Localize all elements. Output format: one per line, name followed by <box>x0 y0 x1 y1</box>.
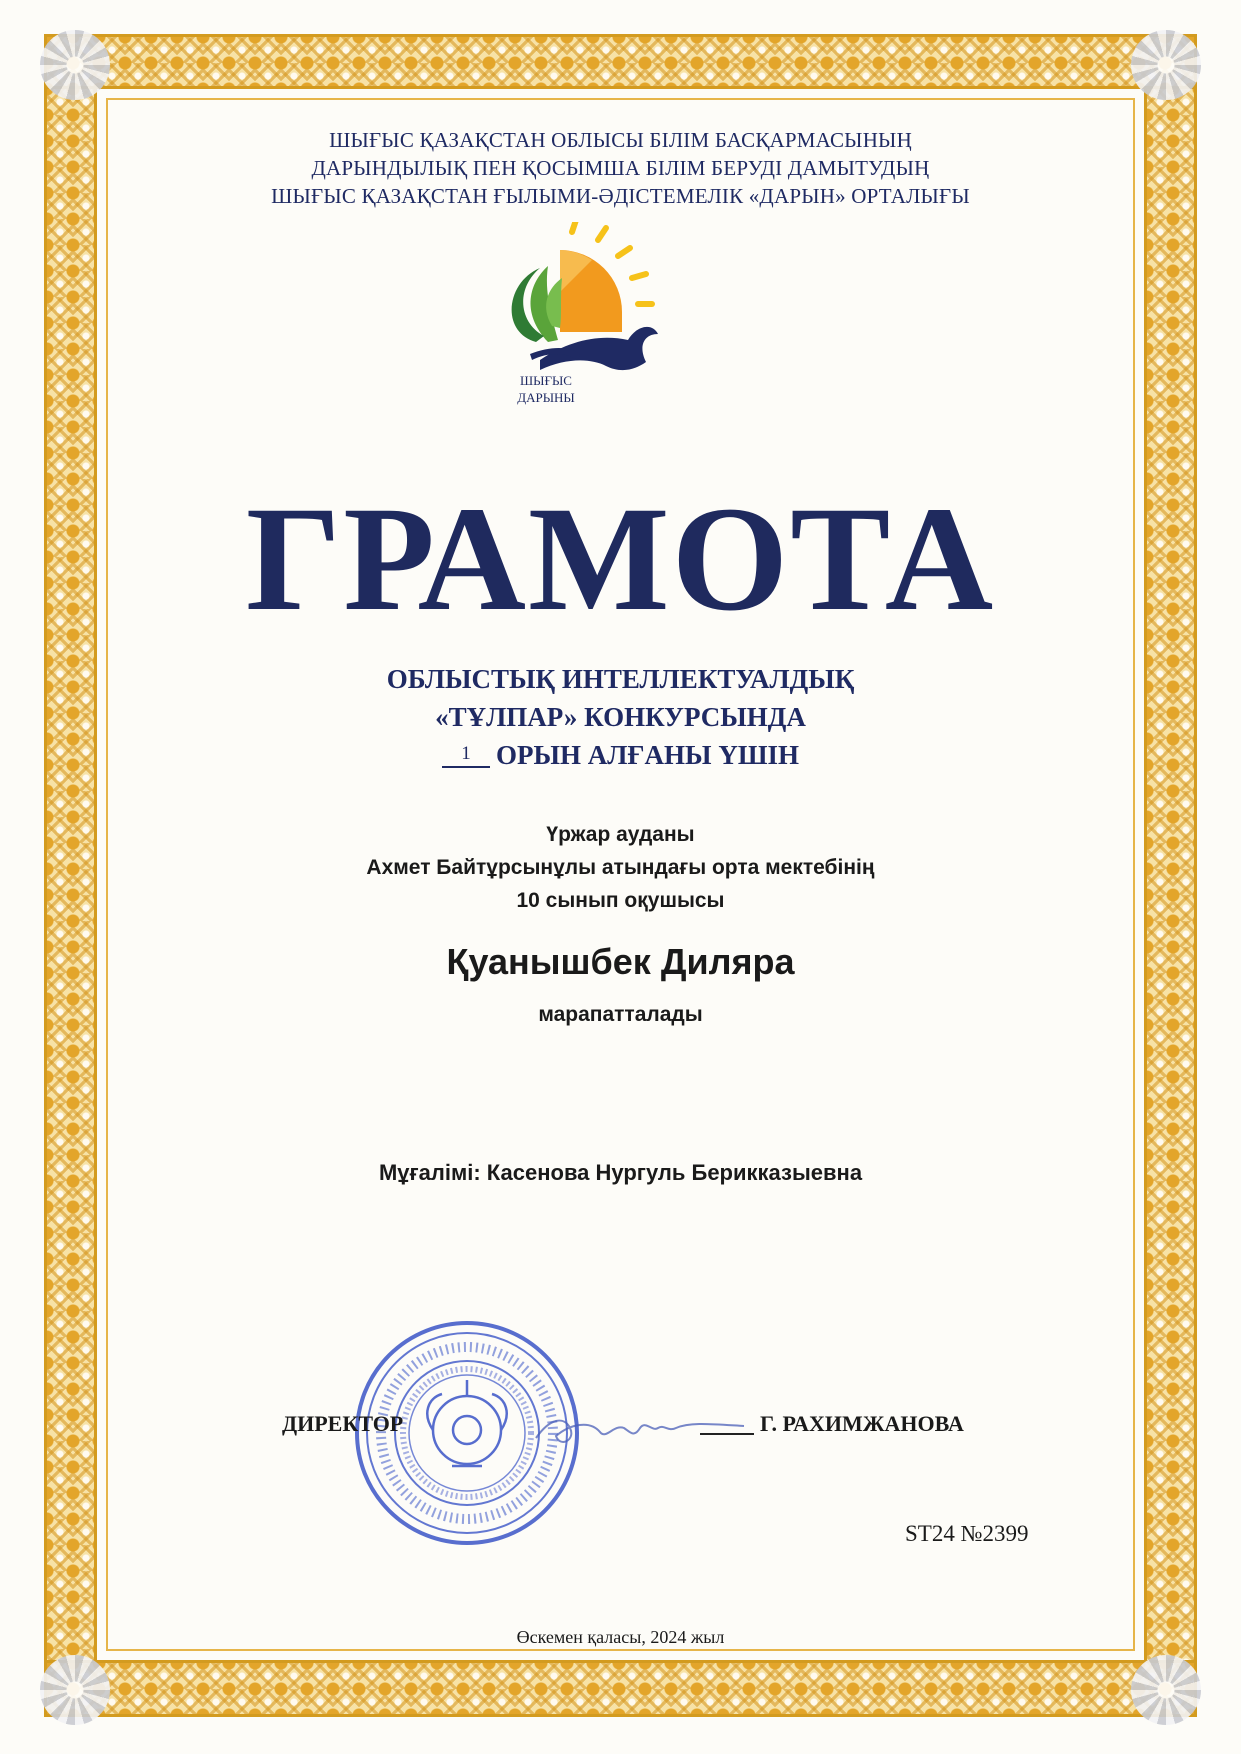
award-text <box>200 660 1041 774</box>
signature-icon <box>530 1398 750 1458</box>
award-line: ОБЛЫСТЫҚ ИНТЕЛЛЕКТУАЛДЫҚ <box>386 664 855 694</box>
corner-ornament-icon <box>40 1655 110 1725</box>
teacher-line: Мұғалімі: Касенова Нургуль Берикказыевна <box>378 1160 863 1185</box>
certificate-title: ГРАМОТА <box>245 476 996 642</box>
grade-text: 10 сынып оқушысы <box>516 889 725 912</box>
corner-ornament-icon <box>1131 1655 1201 1725</box>
place-number: 1 <box>442 742 490 768</box>
director-name: Г. РАХИМЖАНОВА <box>760 1411 964 1436</box>
border-band-left <box>47 89 97 1660</box>
corner-ornament-icon <box>40 30 110 100</box>
award-line: «ТҰЛПАР» КОНКУРСЫНДА <box>435 702 806 732</box>
district-text: Үржар ауданы <box>546 823 695 846</box>
logo-caption-line: ШЫҒЫС <box>520 373 572 388</box>
serial-number: ST24 №2399 <box>905 1521 1029 1546</box>
org-line: ДАРЫНДЫЛЫҚ ПЕН ҚОСЫМША БІЛІМ БЕРУДІ ДАМЫТУДЫҢ <box>311 156 930 180</box>
school-text: Ахмет Байтұрсынұлы атындағы орта мектебінің <box>366 856 875 879</box>
organization-header <box>200 126 1041 210</box>
signature-line <box>700 1433 754 1435</box>
logo-caption <box>506 372 586 406</box>
awarded-text: марапатталады <box>538 1003 703 1026</box>
award-line: ОРЫН АЛҒАНЫ ҮШІН <box>496 740 799 770</box>
footer-city-year: Өскемен қаласы, 2024 жыл <box>516 1627 725 1647</box>
recipient-details <box>200 818 1041 917</box>
org-line: ШЫҒЫС ҚАЗАҚСТАН ОБЛЫСЫ БІЛІМ БАСҚАРМАСЫНЫҢ <box>329 128 912 152</box>
border-band-top <box>47 37 1194 89</box>
corner-ornament-icon <box>1131 30 1201 100</box>
org-line: ШЫҒЫС ҚАЗАҚСТАН ҒЫЛЫМИ-ӘДІСТЕМЕЛІК «ДАРЫН» ОРТАЛЫҒЫ <box>271 184 970 208</box>
border-band-bottom <box>47 1660 1194 1714</box>
logo-caption-line: ДАРЫНЫ <box>517 390 575 405</box>
student-name: Қуанышбек Диляра <box>446 941 795 982</box>
director-label: ДИРЕКТОР <box>282 1411 404 1436</box>
place-line <box>200 736 1041 774</box>
emblem-icon <box>427 1380 506 1466</box>
border-band-right <box>1144 89 1194 1660</box>
